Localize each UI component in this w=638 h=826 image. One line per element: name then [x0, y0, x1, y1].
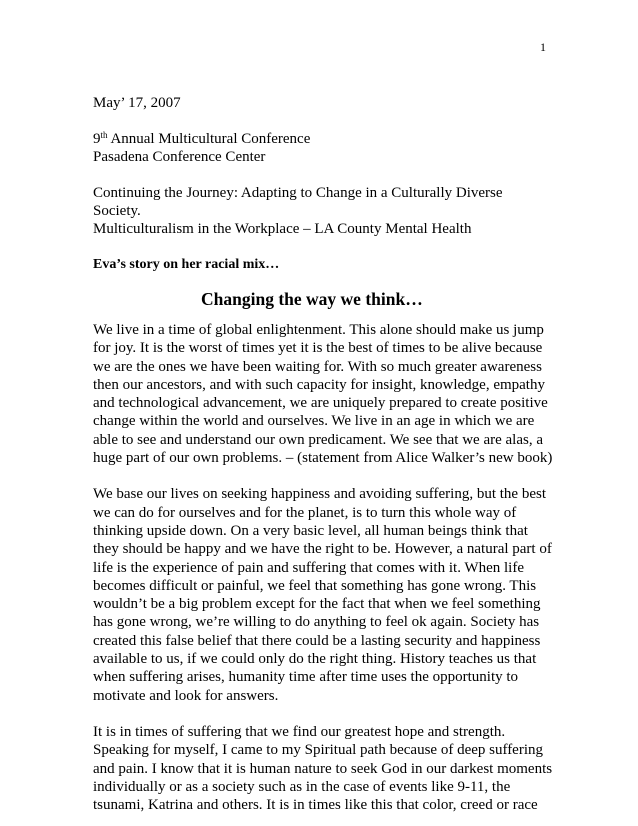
conference-ordinal: 9: [93, 131, 101, 147]
date-line: May’ 17, 2007: [93, 95, 181, 111]
subtitle-line-1: Continuing the Journey: Adapting to Change in a Culturally Diverse Society.: [93, 185, 503, 219]
subtitle-line-2: Multiculturalism in the Workplace – LA County Mental Health: [93, 221, 472, 237]
conference-name: [93, 130, 553, 148]
document-content: [93, 94, 553, 814]
conference-ordinal-suffix: th: [100, 130, 108, 140]
page-number: 1: [540, 40, 546, 54]
conference-venue: Pasadena Conference Center: [93, 149, 266, 165]
document-title: Changing the way we think…: [201, 289, 423, 309]
conference-title: Annual Multicultural Conference: [107, 131, 311, 147]
paragraph-3: It is in times of suffering that we find our greatest hope and strength. Speaking for myself, I came to my Spiritual path because of deep suffering and pain. I know that it is human nature to seek God in our darkest moments individually or as a society such as in the case of events like 9-11, the tsunami, Katrina and others. It is in times like this that color, creed or race: [93, 723, 553, 814]
story-heading: Eva’s story on her racial mix…: [93, 257, 280, 272]
paragraph-2: We base our lives on seeking happiness and avoiding suffering, but the best we can do for ourselves and for the planet, is to turn this whole way of thinking upside down. On a very basic level, all human beings think that they should be happy and we have the right to be. However, a natural part of life is the experience of pain and suffering that comes with it. When life becomes difficult or painful, we feel that something has gone wrong. This wouldn’t be a big problem except for the fact that when we feel something has gone wrong, we’re willing to do anything to feel ok again. Society has created this false belief that there could be a lasting security and happiness available to us, if we could only do the right thing. History teaches us that when suffering arises, humanity time after time uses the opportunity to motivate and look for answers.: [93, 486, 552, 704]
paragraph-1: We live in a time of global enlightenment. This alone should make us jump for joy. It is the worst of times yet it is the best of times to be alive because we are the ones we have been waiting for. With so much greater awareness then our ancestors, and with such capacity for insight, knowledge, empathy and technological advancement, we are uniquely prepared to create positive change within the world and ourselves. We live in an age in which we are able to see and understand our own predicament. We see that we are alas, a huge part of our own problems. – (statement from Alice Walker’s new book): [93, 322, 553, 467]
